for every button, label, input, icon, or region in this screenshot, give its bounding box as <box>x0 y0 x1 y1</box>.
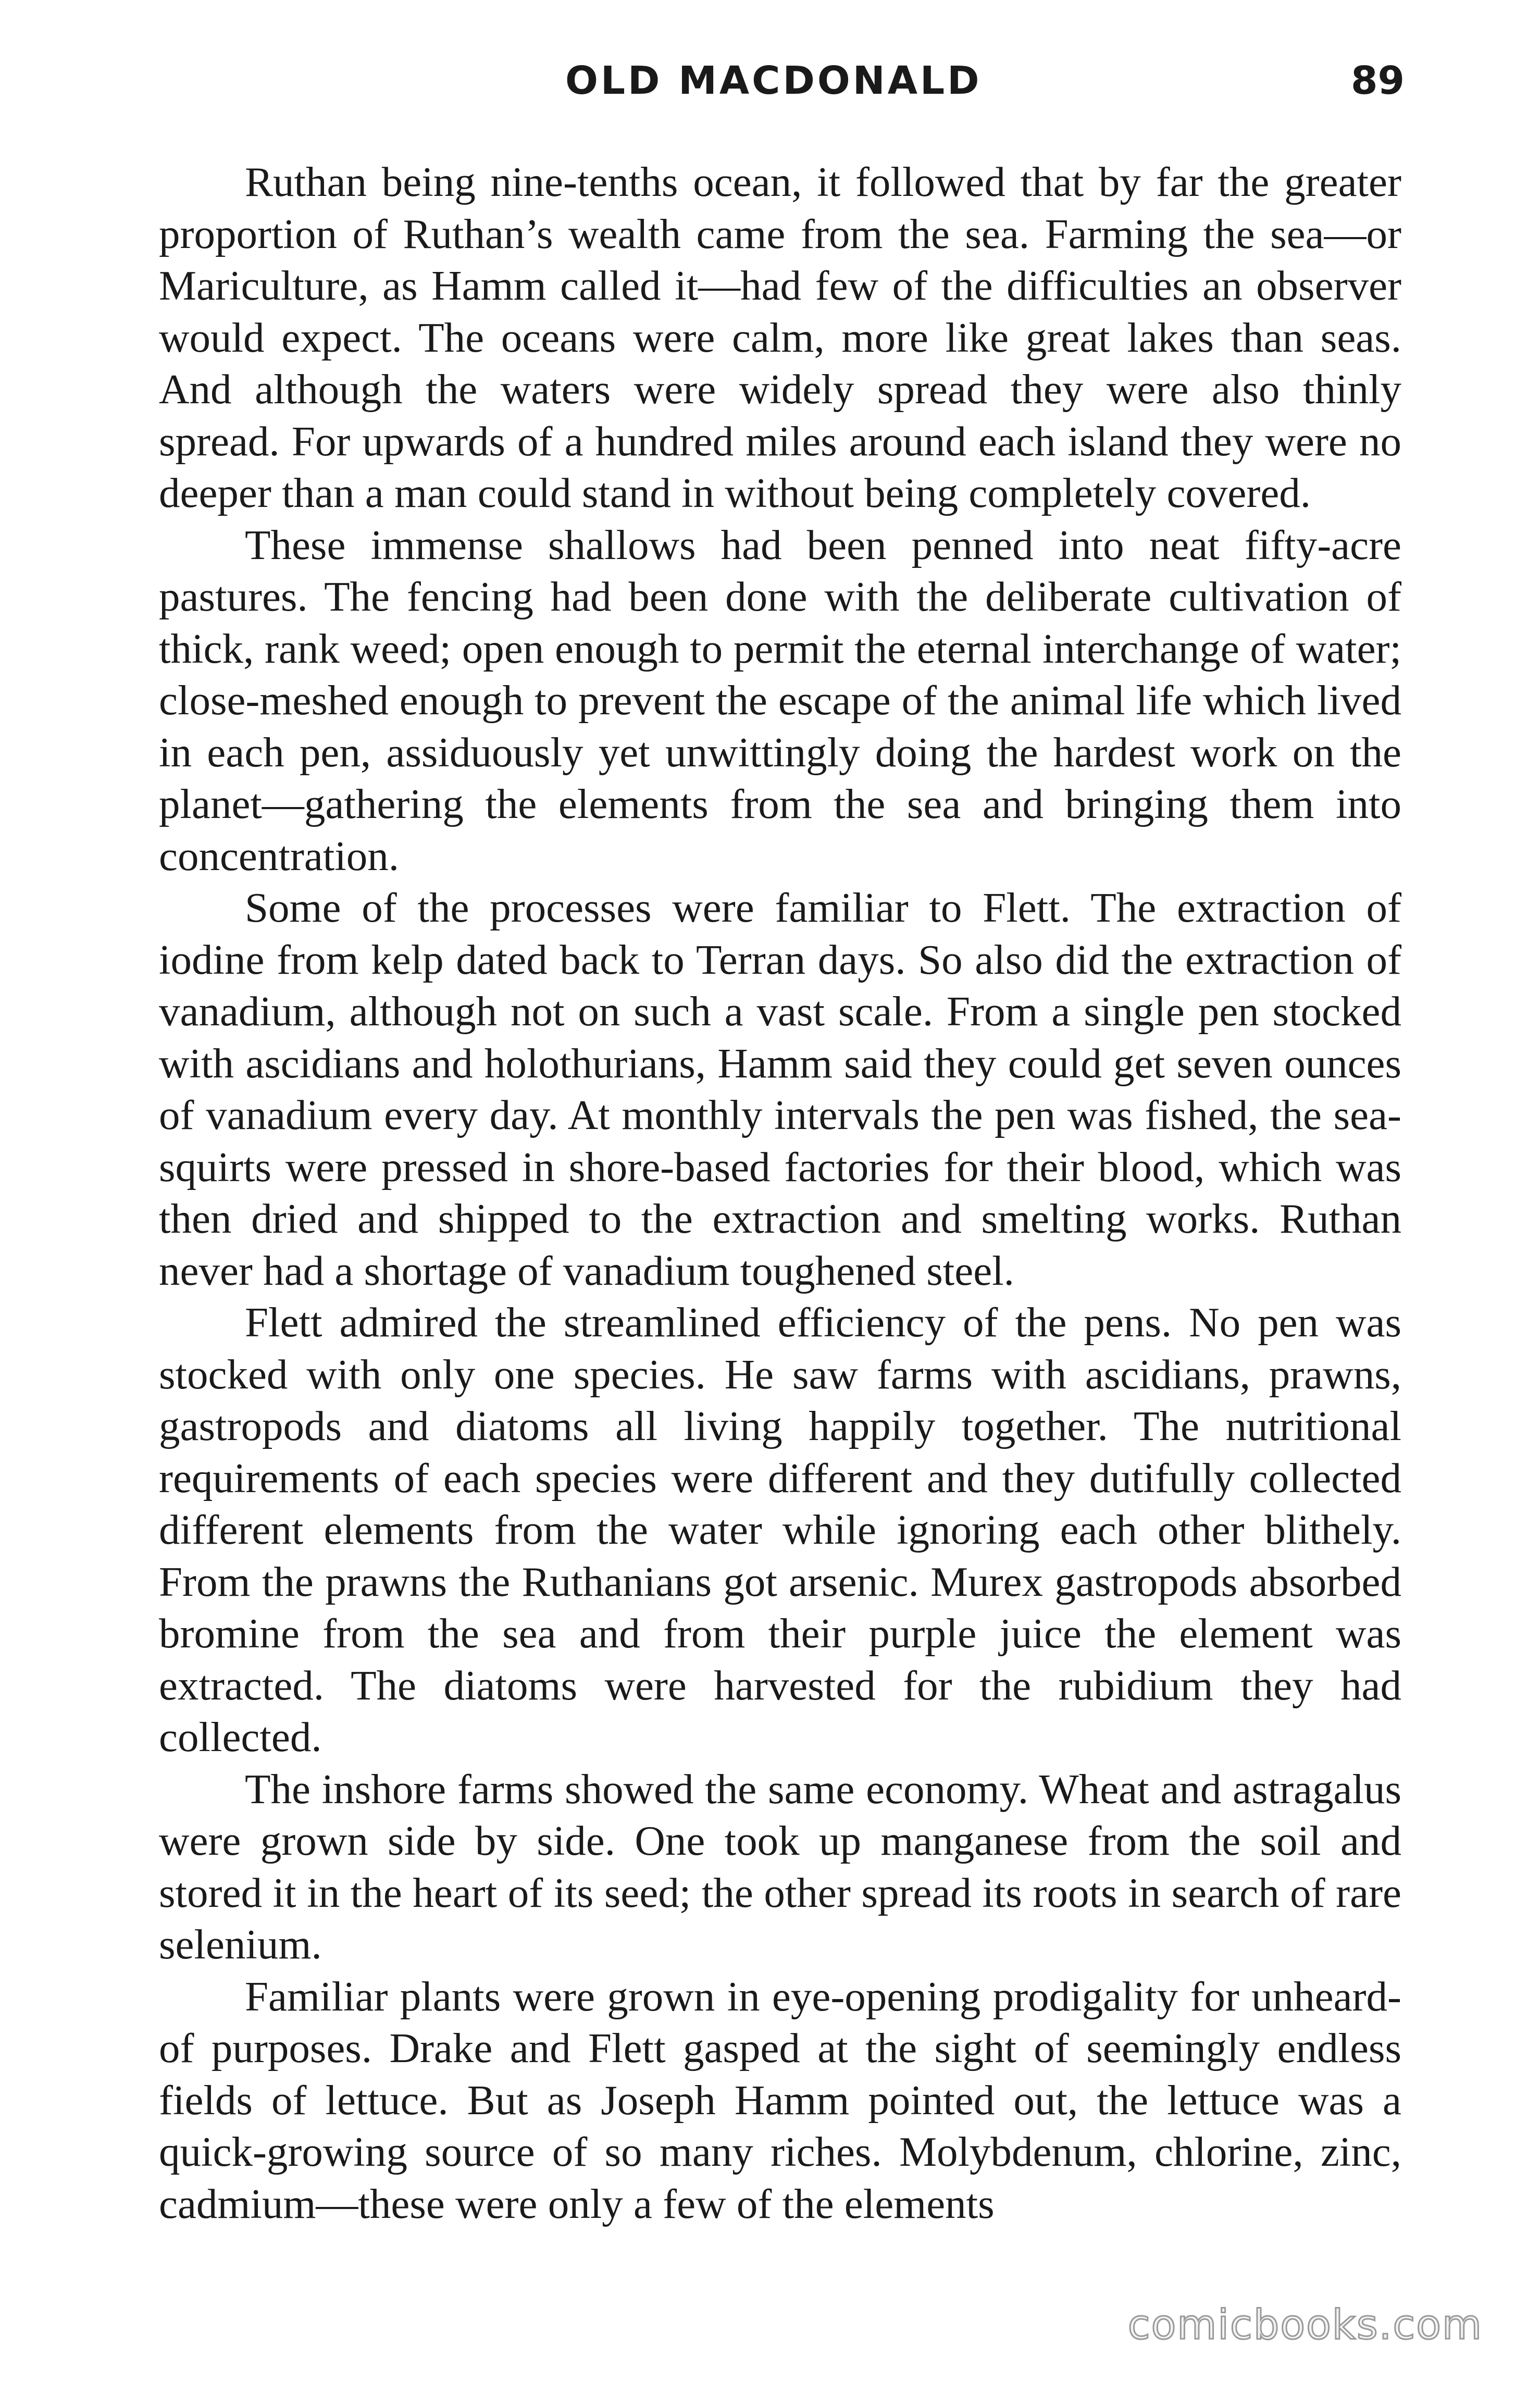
paragraph: Flett admired the streamlined efficiency of the pens. No pen was stocked with only one species. He saw farms with ascidians, prawns, gastropods and diatoms all living happily together. The nutritional requirements of each species were different and they dutifully collected different elements from the water while ignoring each other blithely. From the prawns the Ruthanians got arsenic. Murex gastropods absorbed bromine from the sea and from their purple juice the element was extracted. The diatoms were harvested for the rubidium they had collected. <box>159 1299 1401 1760</box>
paragraph: These immense shallows had been penned into neat fifty-acre pastures. The fencing had been done with the deliberate cultivation of thick, rank weed; open enough to permit the eternal interchange of water; close-meshed enough to prevent the escape of the animal life which lived in each pen, assiduously yet unwittingly doing the hardest work on the planet—gathering the elements from the sea and bringing them into concentration. <box>159 521 1401 879</box>
paragraph: Familiar plants were grown in eye-opening prodigality for unheard-of purposes. Drake and Flett gasped at the sight of seemingly endless fields of lettuce. But as Joseph Hamm pointed out, the lettuce was a quick-growing source of so many riches. Molybdenum, chlorine, zinc, cadmium—these were only a few of the elements <box>159 1972 1401 2227</box>
page-number: 89 <box>1351 58 1405 103</box>
watermark: comicbooks.com <box>1127 2302 1483 2349</box>
running-title: OLD MACDONALD <box>565 58 982 103</box>
body-text <box>159 156 1401 2230</box>
paragraph: The inshore farms showed the same economy. Wheat and astragalus were grown side by side. One took up manganese from the soil and stored it in the heart of its seed; the other spread its roots in search of rare selenium. <box>159 1765 1401 1968</box>
paragraph: Some of the processes were familiar to Flett. The extraction of iodine from kelp dated back to Terran days. So also did the extraction of vanadium, although not on such a vast scale. From a single pen stocked with ascidians and holothurians, Hamm said they could get seven ounces of vanadium every day. At monthly intervals the pen was fished, the sea-squirts were pressed in shore-based factories for their blood, which was then dried and shipped to the extraction and smelting works. Ruthan never had a shortage of vanadium toughened steel. <box>159 884 1401 1294</box>
paragraph: Ruthan being nine-tenths ocean, it followed that by far the greater proportion of Ruthan’s wealth came from the sea. Farming the sea—or Mariculture, as Hamm called it—had few of the difficulties an observer would expect. The oceans were calm, more like great lakes than seas. And although the waters were widely spread they were also thinly spread. For upwards of a hundred miles around each island they were no deeper than a man could stand in without being completely covered. <box>159 158 1401 516</box>
